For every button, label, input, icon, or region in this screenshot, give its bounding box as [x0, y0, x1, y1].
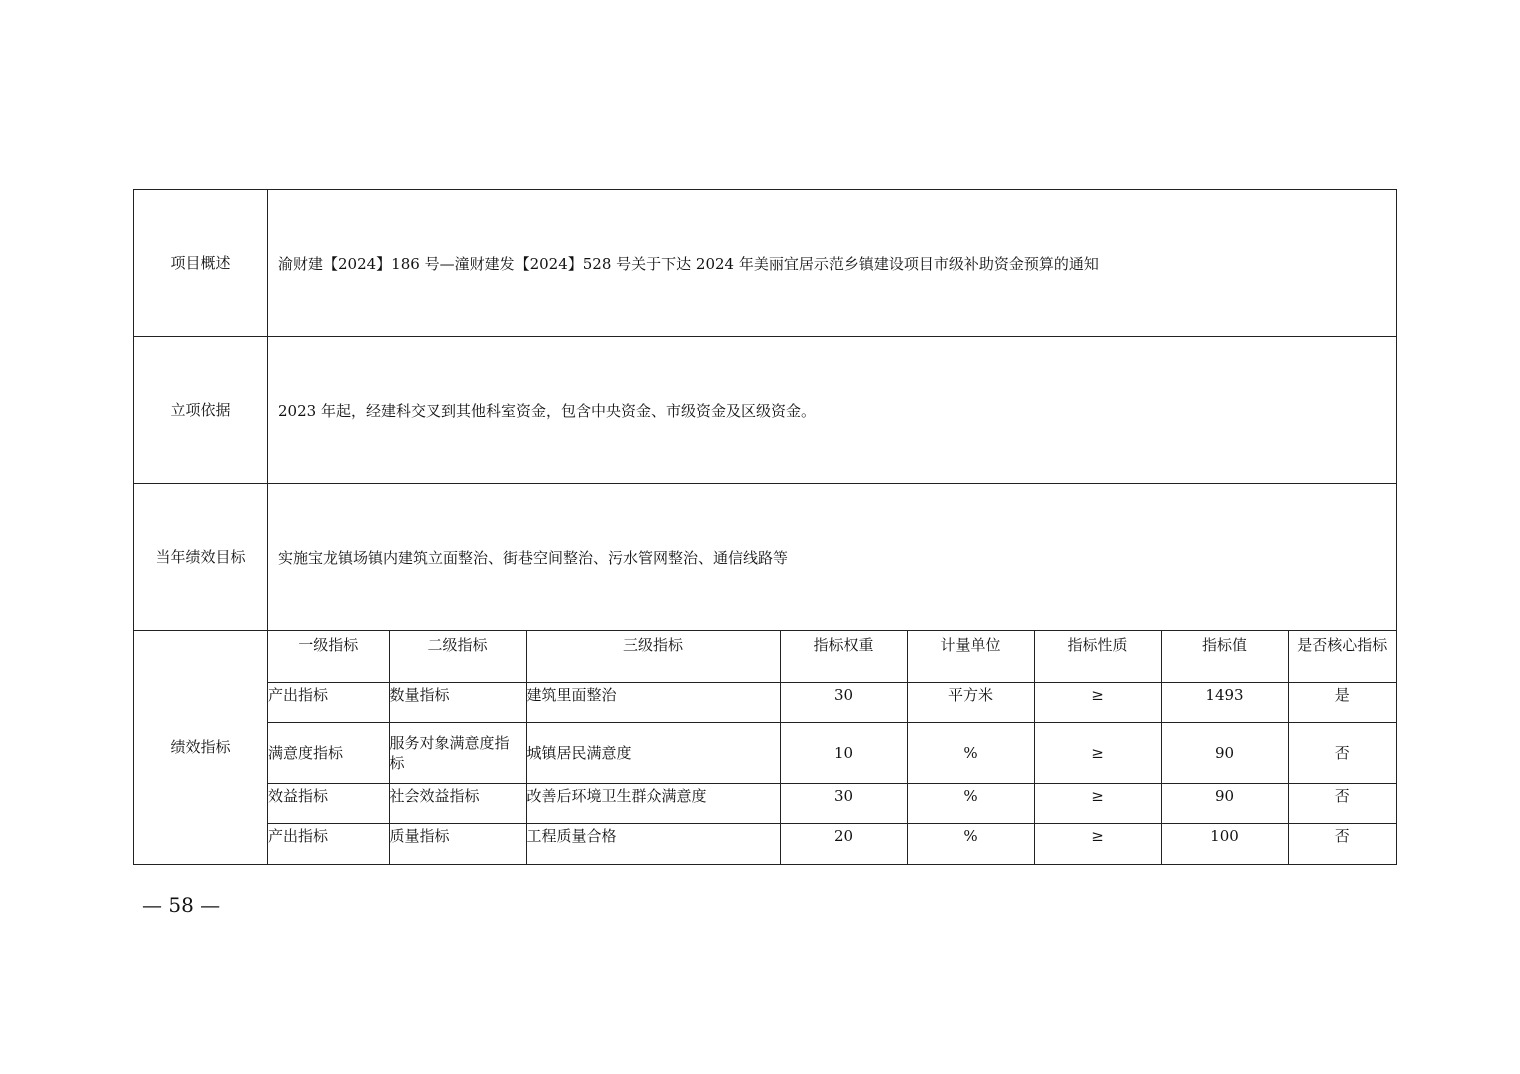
header-cell: 二级指标	[389, 631, 526, 683]
level3-cell: 城镇居民满意度	[526, 723, 780, 784]
basis-label: 立项依据	[134, 337, 268, 484]
basis-text: 2023 年起，经建科交叉到其他科室资金，包含中央资金、市级资金及区级资金。	[268, 337, 1397, 484]
page-number: — 58 —	[142, 893, 221, 917]
level2-cell: 社会效益指标	[389, 784, 526, 824]
value-cell: 90	[1161, 784, 1288, 824]
indicators-header-row	[268, 631, 1396, 683]
level2-cell: 服务对象满意度指标	[389, 723, 526, 784]
overview-row	[134, 190, 1397, 337]
header-cell: 三级指标	[526, 631, 780, 683]
goal-label: 当年绩效目标	[134, 484, 268, 631]
indicators-label: 绩效指标	[134, 631, 268, 865]
weight-cell: 20	[780, 824, 907, 864]
level2-cell: 数量指标	[389, 683, 526, 723]
indicators-row	[134, 631, 1397, 865]
weight-cell: 30	[780, 784, 907, 824]
weight-cell: 10	[780, 723, 907, 784]
level2-cell: 质量指标	[389, 824, 526, 864]
header-cell: 指标性质	[1034, 631, 1161, 683]
table-row	[268, 784, 1396, 824]
table-row	[268, 824, 1396, 864]
basis-row	[134, 337, 1397, 484]
nature-cell: ≥	[1034, 784, 1161, 824]
unit-cell: %	[907, 824, 1034, 864]
nature-cell: ≥	[1034, 723, 1161, 784]
nature-cell: ≥	[1034, 683, 1161, 723]
overview-label: 项目概述	[134, 190, 268, 337]
nature-cell: ≥	[1034, 824, 1161, 864]
table-row	[268, 723, 1396, 784]
header-cell: 计量单位	[907, 631, 1034, 683]
core-cell: 是	[1288, 683, 1396, 723]
header-cell: 是否核心指标	[1288, 631, 1396, 683]
level1-cell: 产出指标	[268, 824, 389, 864]
indicators-table	[268, 631, 1396, 864]
overview-text: 渝财建【2024】186 号—潼财建发【2024】528 号关于下达 2024 年美丽宜居示范乡镇建设项目市级补助资金预算的通知	[268, 190, 1397, 337]
header-cell: 指标权重	[780, 631, 907, 683]
unit-cell: %	[907, 784, 1034, 824]
weight-cell: 30	[780, 683, 907, 723]
header-cell: 一级指标	[268, 631, 389, 683]
core-cell: 否	[1288, 723, 1396, 784]
performance-table	[133, 189, 1397, 865]
core-cell: 否	[1288, 784, 1396, 824]
value-cell: 1493	[1161, 683, 1288, 723]
core-cell: 否	[1288, 824, 1396, 864]
table-row	[268, 683, 1396, 723]
value-cell: 90	[1161, 723, 1288, 784]
level3-cell: 建筑里面整治	[526, 683, 780, 723]
level3-cell: 改善后环境卫生群众满意度	[526, 784, 780, 824]
value-cell: 100	[1161, 824, 1288, 864]
level3-cell: 工程质量合格	[526, 824, 780, 864]
goal-text: 实施宝龙镇场镇内建筑立面整治、街巷空间整治、污水管网整治、通信线路等	[268, 484, 1397, 631]
unit-cell: %	[907, 723, 1034, 784]
unit-cell: 平方米	[907, 683, 1034, 723]
level1-cell: 效益指标	[268, 784, 389, 824]
level1-cell: 产出指标	[268, 683, 389, 723]
level1-cell: 满意度指标	[268, 723, 389, 784]
goal-row	[134, 484, 1397, 631]
header-cell: 指标值	[1161, 631, 1288, 683]
